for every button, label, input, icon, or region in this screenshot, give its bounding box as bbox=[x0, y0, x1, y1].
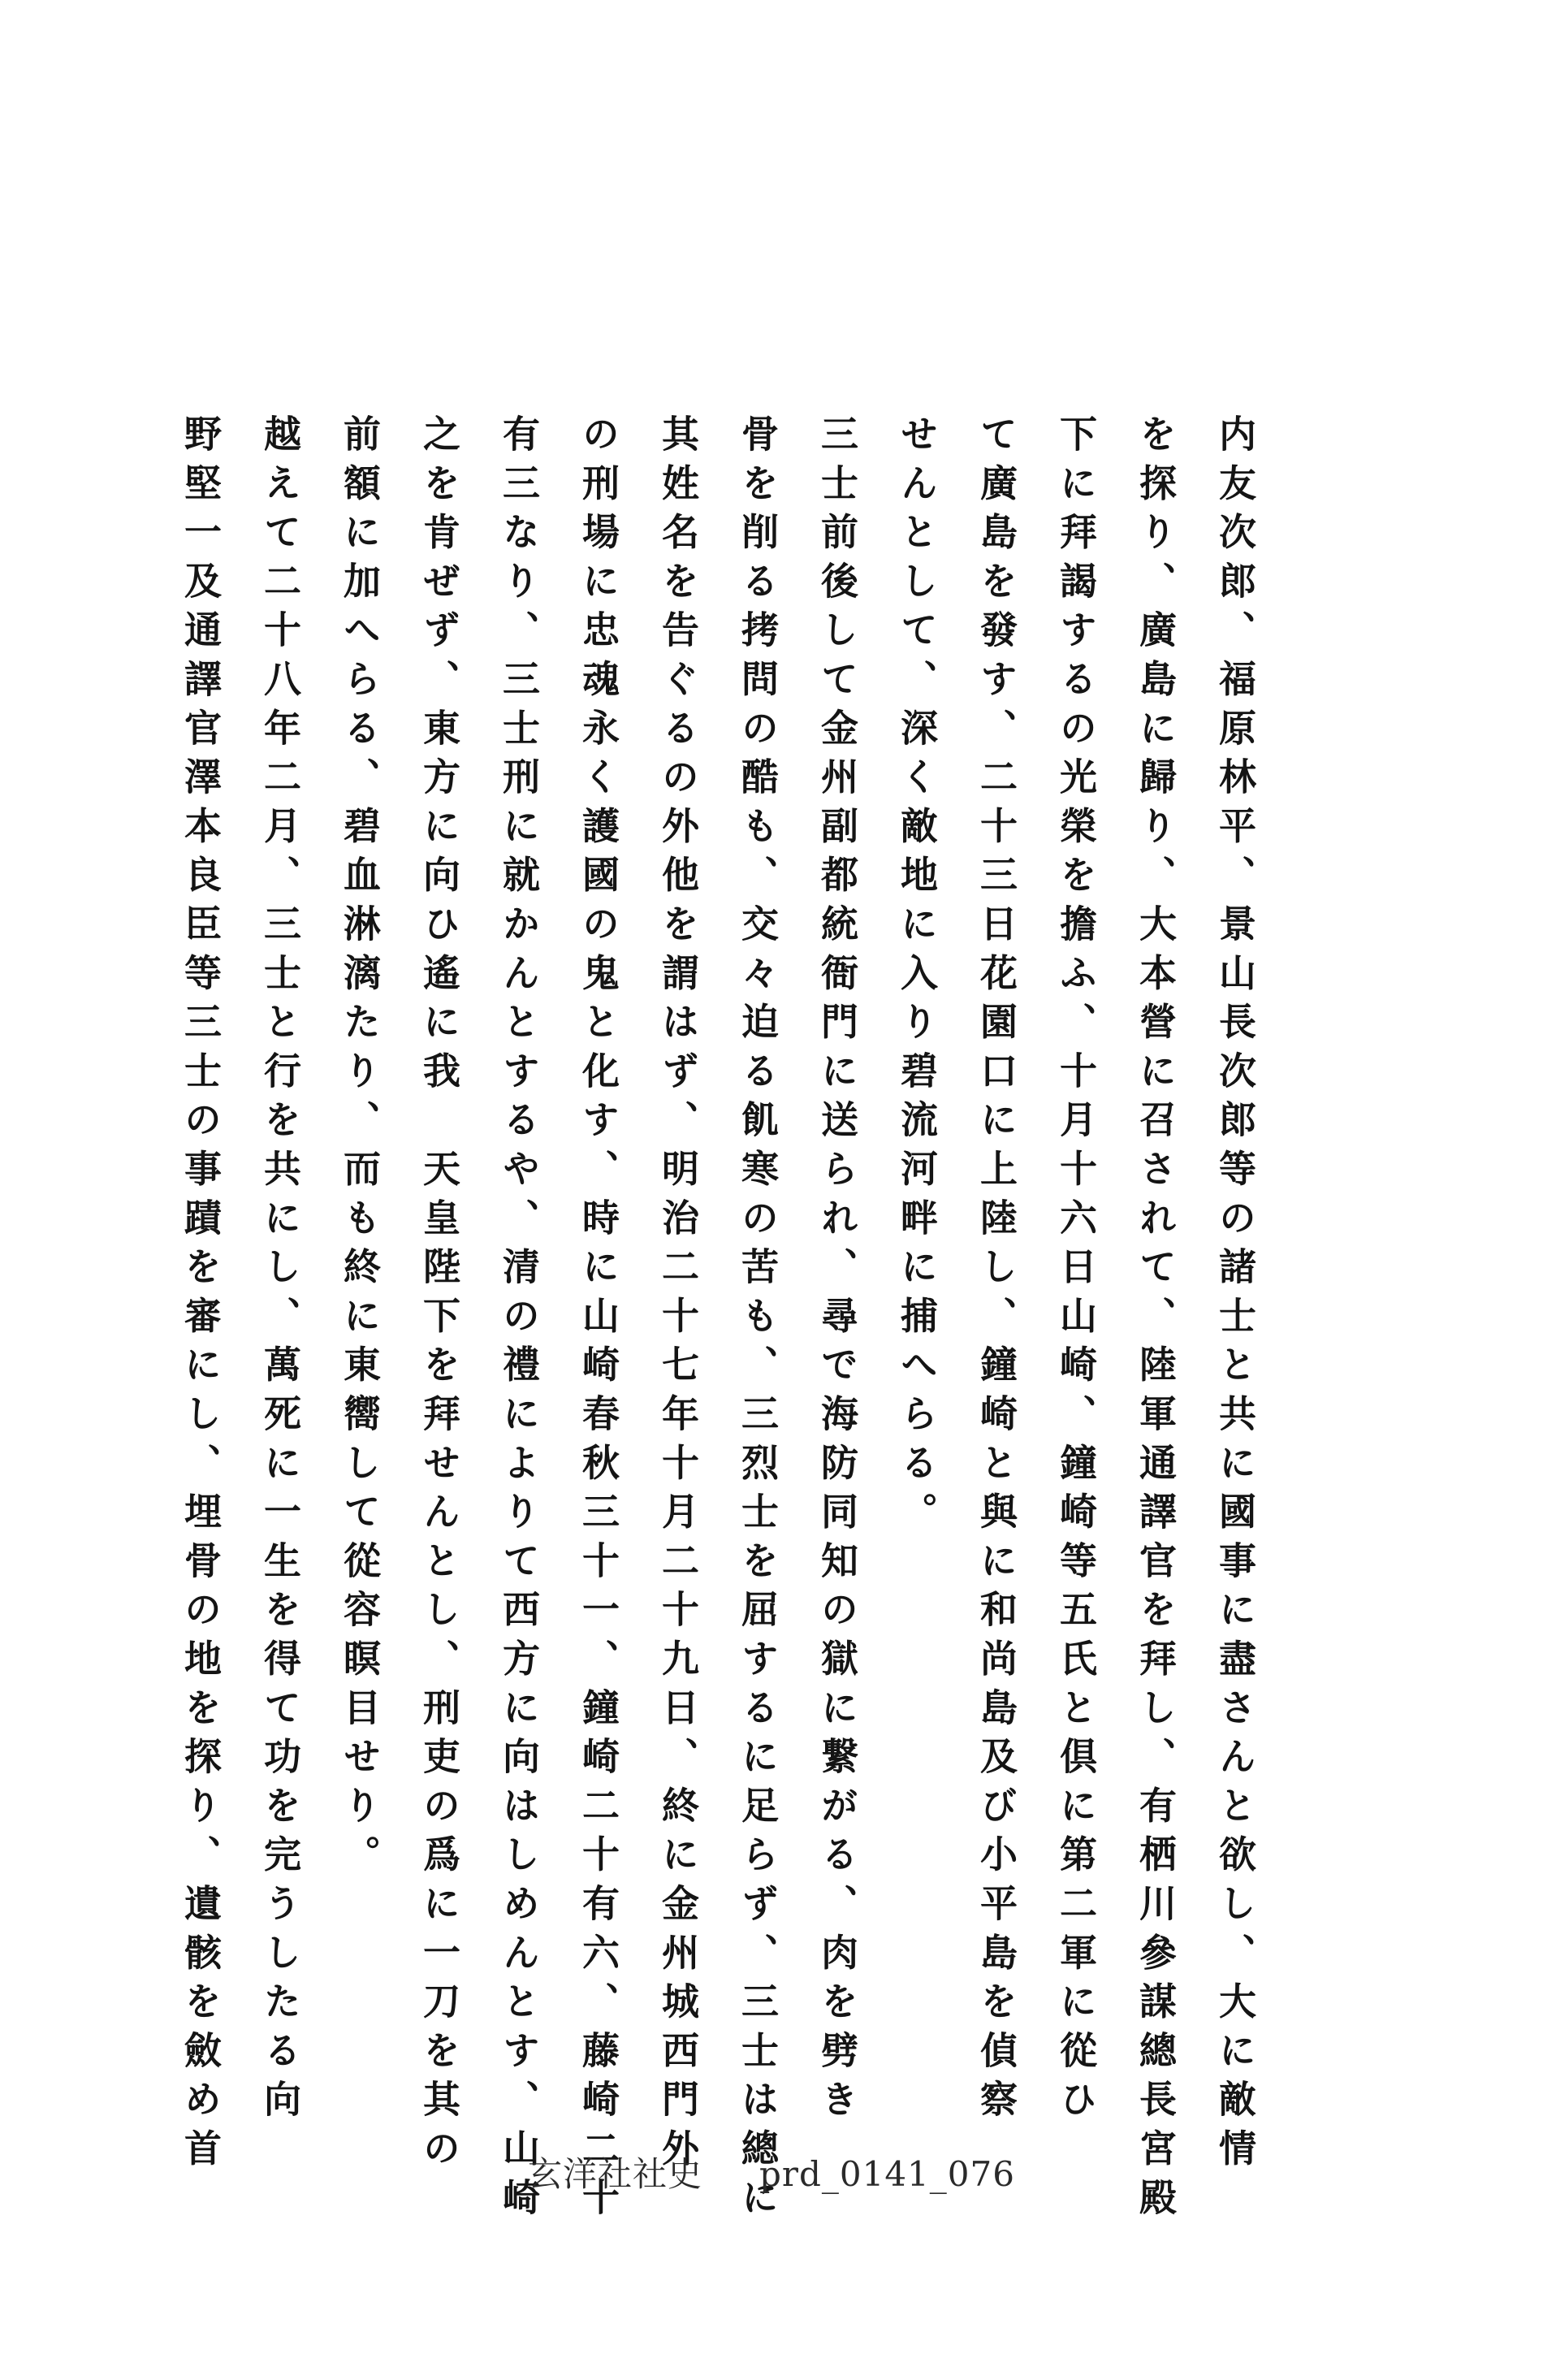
text-column-9: の刑場に忠魂永く護國の鬼と化す、時に山崎春秋三十一、鐘崎二十有六、藤崎二十 bbox=[577, 414, 620, 2227]
text-column-11: 之を肯ぜず、東方に向ひ遙に我 天皇陛下を拜せんとし、刑吏の爲に一刀を其の bbox=[417, 414, 461, 2178]
text-column-1: 内友次郎、福原林平、景山長次郎等の諸士と共に國事に盡さんと欲し、大に敵情 bbox=[1213, 414, 1257, 2178]
text-column-7: 骨を削る拷問の酷も、交々迫る飢寒の苦も、三烈士を屈するに足らず、三士は總に bbox=[736, 414, 780, 2227]
vertical-text-block bbox=[179, 414, 1283, 2380]
text-column-6: 三士前後して金州副都統衙門に送られ、尋で海防同知の獄に繋がる、肉を劈き bbox=[815, 414, 859, 2129]
footer-title: 玄洋社社史 bbox=[528, 2154, 703, 2194]
text-column-2: を探り、廣島に歸り、大本營に召されて、陸軍通譯官を拜し、有栖川參謀總長宮殿 bbox=[1134, 414, 1178, 2227]
text-column-8: 其姓名を告ぐるの外他を謂はず、明治二十七年十月二十九日、終に金州城西門外 bbox=[656, 414, 700, 2178]
text-column-12: 前額に加へらる、碧血淋漓たり、而も終に東嚮して從容瞑目せり。 bbox=[338, 414, 382, 1884]
text-column-5: せんとして、深く敵地に入り碧流河畔に捕へらる。 bbox=[895, 414, 939, 1541]
text-column-13: 越えて二十八年二月、三士と行を共にし、萬死に一生を得て功を完うしたる向 bbox=[258, 414, 302, 2129]
text-column-10: 有三なり、三士刑に就かんとするや、清の禮によりて西方に向はしめんとす、山崎 bbox=[497, 414, 541, 2227]
page-footer bbox=[0, 2148, 1543, 2196]
footer-code: prd_0141_076 bbox=[759, 2154, 1015, 2194]
text-column-14: 野堅一及通譯官澤本良臣等三士の事蹟を審にし、埋骨の地を探り、遺骸を斂め首 bbox=[179, 414, 223, 2178]
text-column-3: 下に拜謁するの光榮を擔ふ、十月十六日山崎、鐘崎等五氏と倶に第二軍に從ひ bbox=[1054, 414, 1098, 2129]
text-column-4: て廣島を發す、二十三日花園口に上陸し、鐘崎と與に和尚島及び小平島を偵察 bbox=[975, 414, 1018, 2129]
